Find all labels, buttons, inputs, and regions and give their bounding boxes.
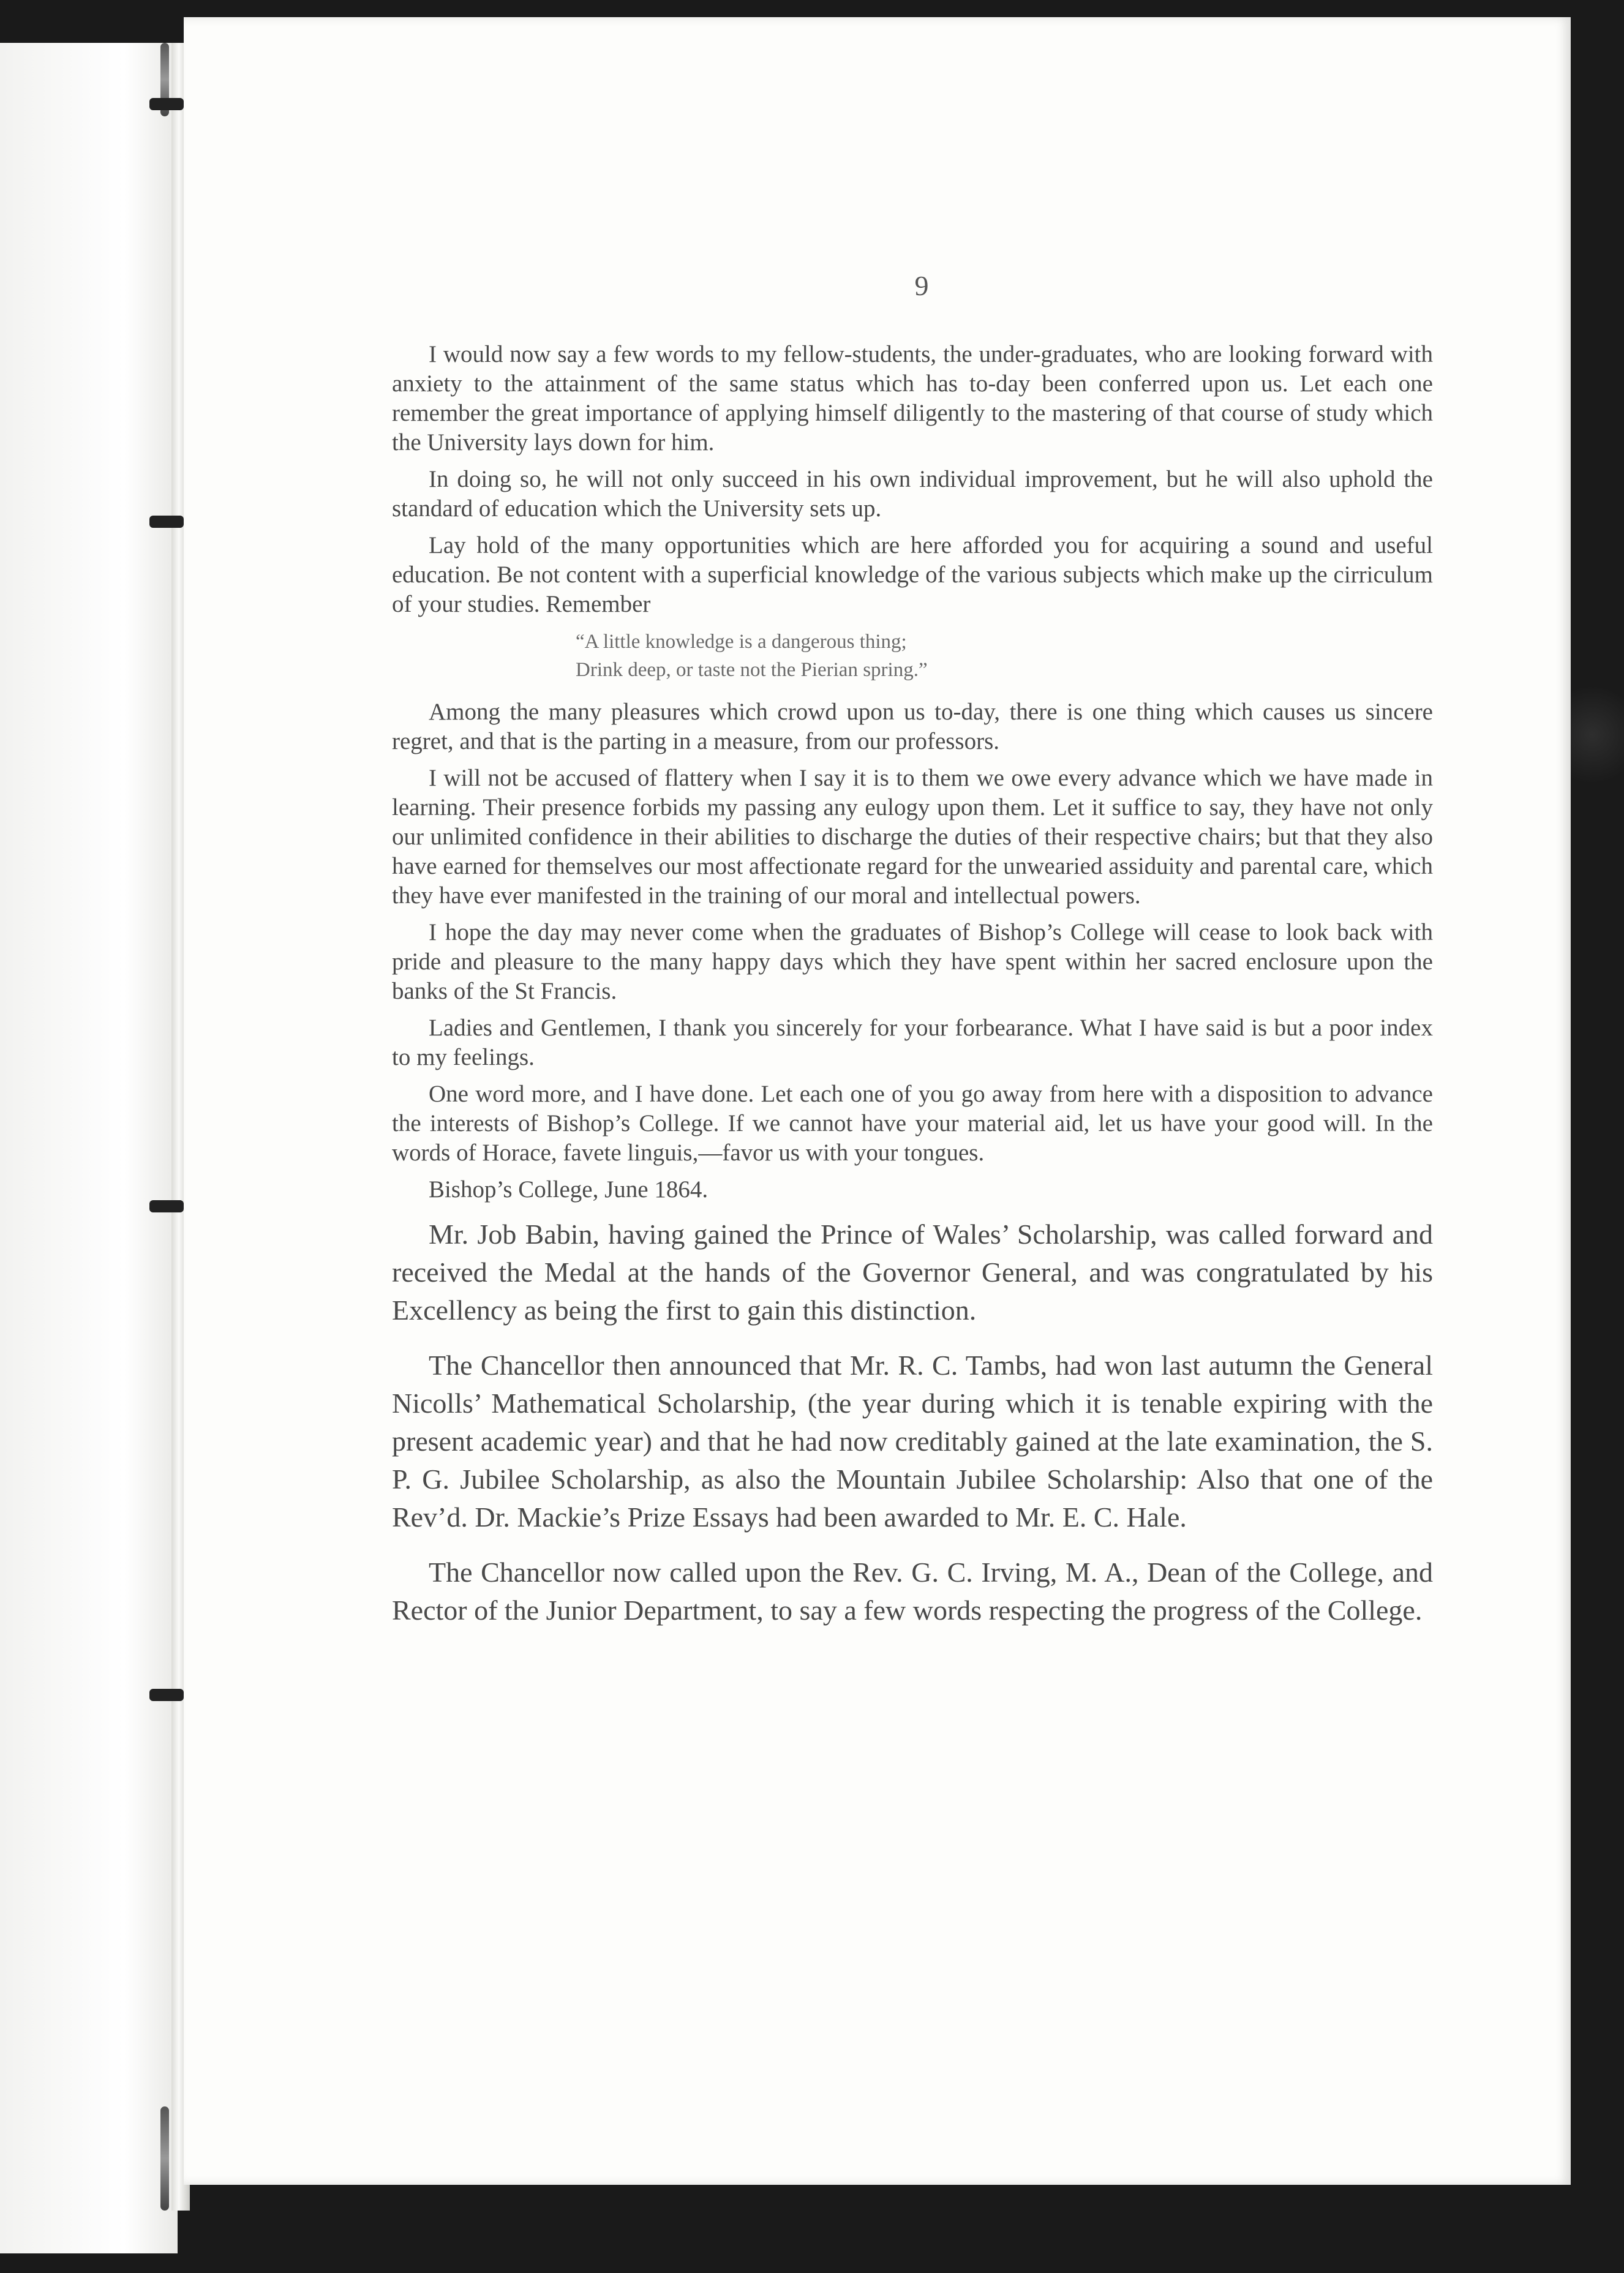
binding-thread <box>160 2106 169 2211</box>
speech-paragraph: In doing so, he will not only succeed in his own individual improvement, but he will also uphold the standard of education which the University sets up. <box>392 466 1433 522</box>
binding-stitch <box>149 516 184 528</box>
facing-page-edge <box>0 43 178 2253</box>
speech-paragraph: I will not be accused of flattery when I say it is to them we owe every advance which we have made in learning. Their presence forbids my passing any eulogy upon them. Let it suffice to say, they have not only our unlimited confidence in their abilities to discharge the duties of their respective chairs; but that they also have earned for themselves our most affectionate regard for the unwearied assiduity and parental care, which they have ever manifested in the training of our moral and intellectual powers. <box>392 765 1433 909</box>
quote-line: “A little knowledge is a dangerous thing; <box>576 631 907 653</box>
narrative-paragraph: The Chancellor then announced that Mr. R. C. Tambs, had won last autumn the General Nicolls’ Mathematical Scholarship, (the year during which it is tenable expiring with the present academic year) and that he had now creditably gained at the late examination, the S. P. G. Jubilee Scholarship, as also the Mountain Jubilee Scholarship: Also that one of the Rev’d. Dr. Mackie’s Prize Essays had been awarded to Mr. E. C. Hale. <box>392 1350 1433 1533</box>
page-number: 9 <box>914 270 929 301</box>
binding-stitch <box>149 1689 184 1701</box>
speech-paragraph: I hope the day may never come when the graduates of Bishop’s College will cease to look back with pride and pleasure to the many happy days which they have spent within her sacred enclosure upon the banks of the St Francis. <box>392 919 1433 1004</box>
page-content <box>392 340 1433 1647</box>
binding-stitch <box>149 98 184 110</box>
narrative-paragraph: Mr. Job Babin, having gained the Prince of Wales’ Scholarship, was called forward and received the Medal at the hands of the Governor General, and was congratulated by his Excellency as being the first to gain this distinction. <box>392 1219 1433 1326</box>
speech-paragraph: One word more, and I have done. Let each one of you go away from here with a disposition to advance the interests of Bishop’s College. If we cannot have your material aid, let us have your good will. In the words of Horace, favete linguis,—favor us with your tongues. <box>392 1081 1433 1166</box>
speech-paragraph: Among the many pleasures which crowd upon us to-day, there is one thing which causes us sincere regret, and that is the parting in a measure, from our professors. <box>392 699 1433 754</box>
speech-section-1 <box>392 340 1433 619</box>
speech-signoff: Bishop’s College, June 1864. <box>429 1176 709 1203</box>
speech-paragraph: I would now say a few words to my fellow-students, the under-graduates, who are looking forward with anxiety to the attainment of the same status which has to-day been conferred upon us. Let each one remember the great importance of applying himself diligently to the mastering of that course of study which the University lays down for him. <box>392 341 1433 456</box>
narrative-paragraph: The Chancellor now called upon the Rev. G. C. Irving, M. A., Dean of the College, and Rector of the Junior Department, to say a few words respecting the progress of the College. <box>392 1557 1433 1626</box>
quote-line: Drink deep, or taste not the Pierian spring.” <box>576 659 928 681</box>
speech-paragraph: Ladies and Gentlemen, I thank you sincerely for your forbearance. What I have said is but a poor index to my feelings. <box>392 1015 1433 1070</box>
speech-section-2 <box>392 697 1433 1168</box>
speech-paragraph: Lay hold of the many opportunities which are here afforded you for acquiring a sound and useful education. Be not content with a superficial knowledge of the various subjects which make up the cirriculum of your studies. Remember <box>392 532 1433 617</box>
narrative-section <box>392 1215 1433 1629</box>
poetry-quotation <box>576 628 1433 684</box>
binding-stitch <box>149 1200 184 1212</box>
